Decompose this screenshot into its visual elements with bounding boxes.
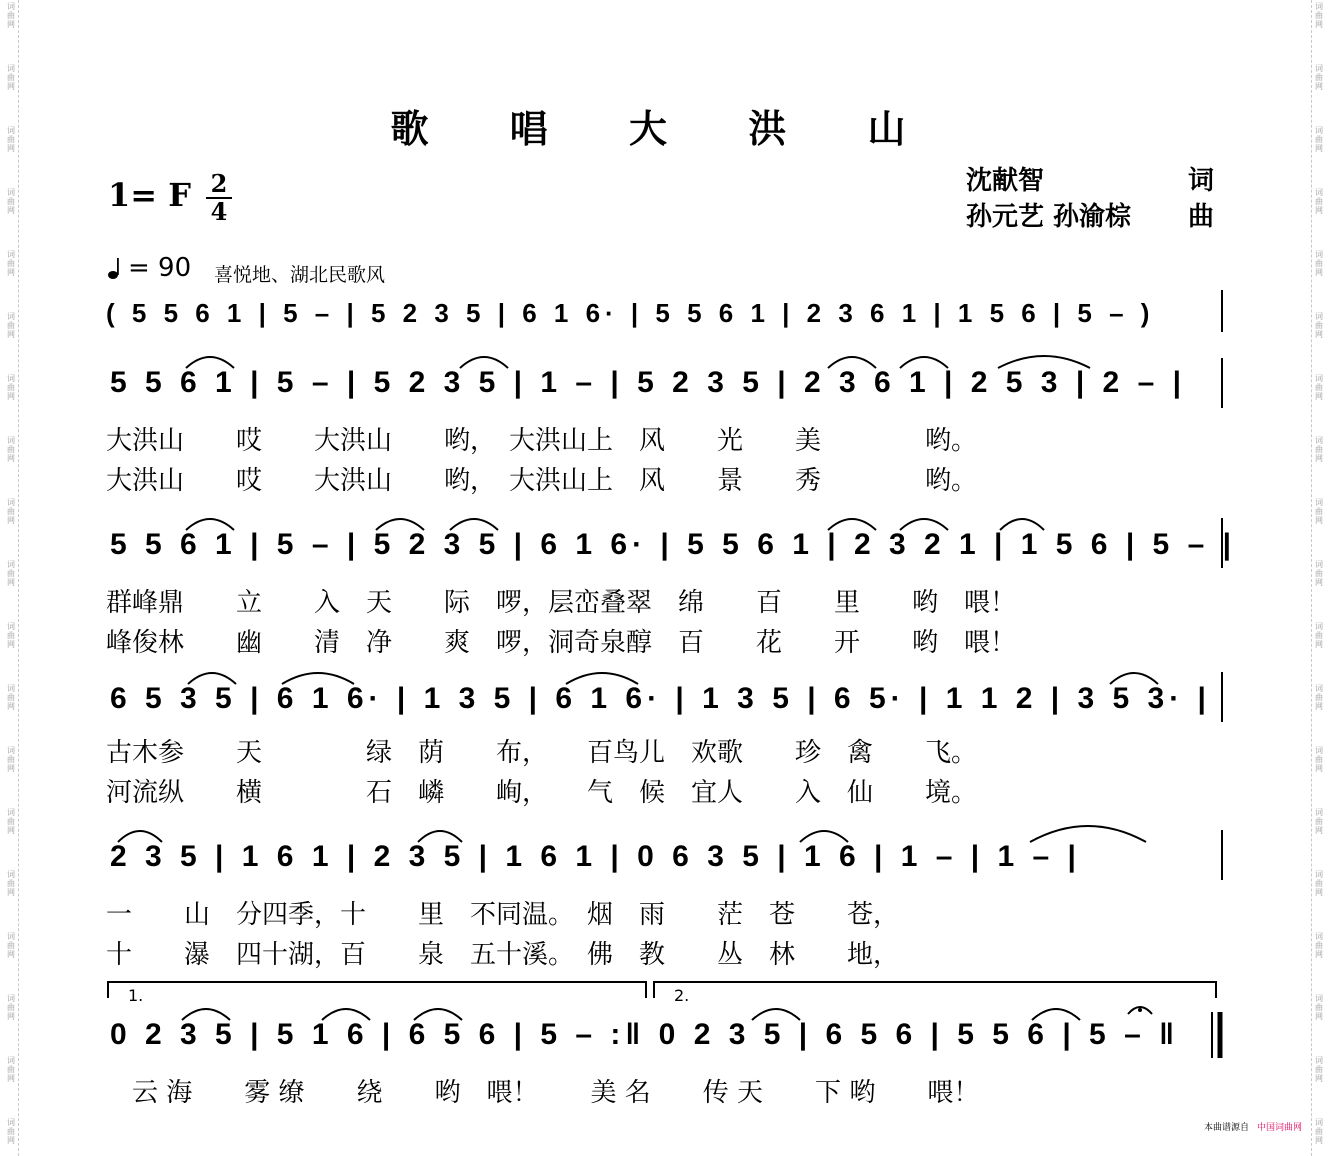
expression-marking: 喜悦地、湖北民歌风	[214, 264, 386, 286]
side-watermark-mark: 词 曲 网	[7, 994, 15, 1021]
side-watermark-mark: 词 曲 网	[1315, 622, 1323, 649]
side-watermark-mark: 词 曲 网	[1315, 374, 1323, 401]
side-watermark-mark: 词 曲 网	[1315, 498, 1323, 525]
side-watermark-mark: 词 曲 网	[7, 436, 15, 463]
time-signature-bottom: 4	[210, 197, 228, 226]
side-watermark-mark: 词 曲 网	[1315, 64, 1323, 91]
side-watermark-mark: 词 曲 网	[1315, 994, 1323, 1021]
side-watermark-mark: 词 曲 网	[1315, 870, 1323, 897]
side-watermark-mark: 词 曲 网	[1315, 1056, 1323, 1083]
system-4-lyrics-verse-2: 十 瀑 四十湖，百 泉 五十溪。 佛 教 丛 林 地，	[106, 940, 900, 970]
side-watermark-mark: 词 曲 网	[7, 1056, 15, 1083]
time-signature-top: 2	[210, 169, 228, 198]
footer-source-text: 本曲谱源自	[1203, 1123, 1249, 1133]
tempo-marking: = 90	[128, 253, 192, 283]
system-5-notes: 0 2 3 5 | 5 1 6 | 6 5 6 | 5 – :‖ 0 2 3 5 | 6 5 6 | 5 5 6 | 5 – ‖	[110, 1018, 1180, 1051]
system-2-lyrics-verse-1: 群峰鼎 立 入 天 际 啰，层峦叠翠 绵 百 里 哟 喂！	[106, 588, 1017, 618]
volta-2-label: 2.	[674, 986, 690, 1005]
lyricist-name: 沈献智	[966, 166, 1045, 196]
intro-notes: ( 5 5 6 1 | 5 – | 5 2 3 5 | 6 1 6· | 5 5 6 1 | 2 3 6 1 | 1 5 6 | 5 – )	[106, 298, 1155, 328]
composer-role: 曲	[1188, 202, 1215, 232]
system-4-notes: 2 3 5 | 1 6 1 | 2 3 5 | 1 6 1 | 0 6 3 5 | 1 6 | 1 – | 1 – |	[110, 840, 1081, 873]
system-3-notes: 6 5 3 5 | 6 1 6· | 1 3 5 | 6 1 6· | 1 3 5 | 6 5· | 1 1 2 | 3 5 3· |	[110, 682, 1211, 715]
system-2-lyrics-verse-2: 峰俊林 幽 清 净 爽 啰，洞奇泉醇 百 花 开 哟 喂！	[106, 628, 1017, 658]
system-4-lyrics-verse-1: 一 山 分四季，十 里 不同温。 烟 雨 茫 苍 苍，	[106, 900, 900, 930]
system-1-notes: 5 5 6 1 | 5 – | 5 2 3 5 | 1 – | 5 2 3 5 | 2 3 6 1 | 2 5 3 | 2 – |	[110, 366, 1186, 399]
composer-names: 孙元艺 孙渝棕	[966, 202, 1132, 232]
side-watermark-mark: 词 曲 网	[1315, 250, 1323, 277]
side-watermark-mark: 词 曲 网	[1315, 684, 1323, 711]
side-watermark-mark: 词 曲 网	[1315, 2, 1323, 29]
side-watermark-mark: 词 曲 网	[7, 374, 15, 401]
side-watermark-mark: 词 曲 网	[7, 808, 15, 835]
side-watermark-mark: 词 曲 网	[1315, 932, 1323, 959]
footer-source	[1204, 1120, 1302, 1133]
song-title: 歌 唱 大 洪 山	[390, 107, 940, 151]
side-watermark-mark: 词 曲 网	[7, 64, 15, 91]
side-watermark-mark: 词 曲 网	[7, 250, 15, 277]
side-watermark-mark: 词 曲 网	[7, 870, 15, 897]
side-watermark-mark: 词 曲 网	[7, 932, 15, 959]
side-watermark-mark: 词 曲 网	[7, 684, 15, 711]
side-watermark-mark: 词 曲 网	[7, 560, 15, 587]
side-watermark-mark: 词 曲 网	[1315, 436, 1323, 463]
system-2-notes: 5 5 6 1 | 5 – | 5 2 3 5 | 6 1 6· | 5 5 6 1 | 2 3 2 1 | 1 5 6 | 5 – |	[110, 528, 1236, 561]
side-watermark-mark: 词 曲 网	[1315, 126, 1323, 153]
side-watermark-mark: 词 曲 网	[7, 498, 15, 525]
side-watermark-mark: 词 曲 网	[7, 622, 15, 649]
side-watermark-mark: 词 曲 网	[7, 312, 15, 339]
system-1-lyrics-verse-2: 大洪山 哎 大洪山 哟， 大洪山上 风 景 秀 哟。	[106, 466, 978, 496]
side-watermark-mark: 词 曲 网	[1315, 560, 1323, 587]
lyricist-role: 词	[1188, 166, 1215, 196]
side-watermark-mark: 词 曲 网	[7, 126, 15, 153]
system-5-lyrics: 云 海 雾 缭 绕 哟 喂！ 美 名 传 天 下 哟 喂！	[106, 1078, 980, 1108]
side-watermark-mark: 词 曲 网	[7, 1118, 15, 1145]
system-3-lyrics-verse-2: 河流纵 横 石 嶙 峋， 气 候 宜人 入 仙 境。	[106, 778, 978, 808]
side-watermark-mark: 词 曲 网	[1315, 808, 1323, 835]
side-watermark-mark: 词 曲 网	[7, 2, 15, 29]
side-watermark-mark: 词 曲 网	[1315, 1118, 1323, 1145]
system-3-lyrics-verse-1: 古木参 天 绿 荫 布， 百鸟儿 欢歌 珍 禽 飞。	[106, 738, 978, 768]
side-watermark-mark: 词 曲 网	[1315, 746, 1323, 773]
footer-brand: 中国词曲网	[1256, 1123, 1302, 1133]
side-watermark-mark: 词 曲 网	[7, 188, 15, 215]
key-signature: 1= F	[108, 176, 191, 214]
side-watermark-mark: 词 曲 网	[7, 746, 15, 773]
side-watermark-mark: 词 曲 网	[1315, 188, 1323, 215]
side-watermark-mark: 词 曲 网	[1315, 312, 1323, 339]
volta-1-label: 1.	[128, 986, 144, 1005]
system-1-lyrics-verse-1: 大洪山 哎 大洪山 哟， 大洪山上 风 光 美 哟。	[106, 426, 978, 456]
